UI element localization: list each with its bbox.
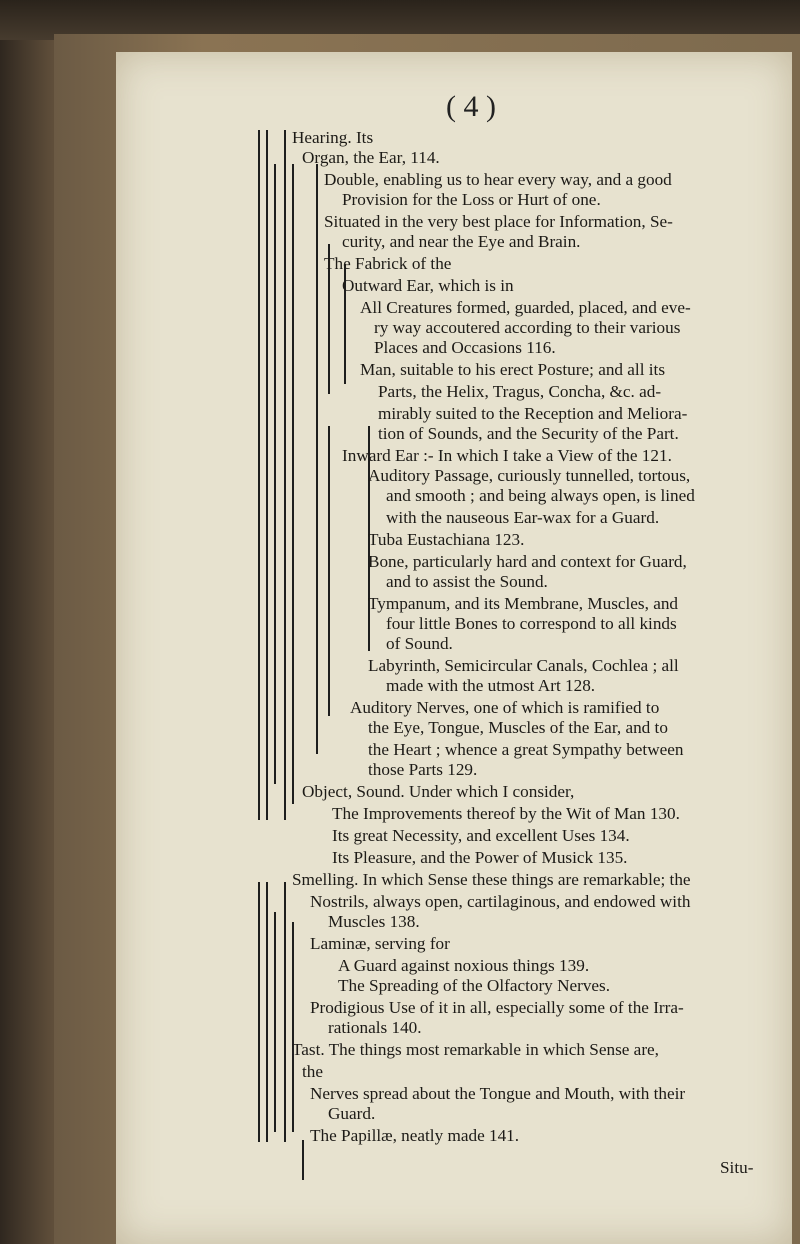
bracket-line (328, 426, 330, 716)
margin-rule (258, 882, 260, 1142)
text-line: Bone, particularly hard and context for Guard, (368, 552, 687, 571)
book-page (116, 52, 792, 1244)
page-number: ( 4 ) (446, 90, 496, 123)
text-line: four little Bones to correspond to all kinds (386, 614, 677, 633)
text-line: Its great Necessity, and excellent Uses 134. (332, 826, 630, 845)
margin-rule (274, 164, 276, 784)
text-line: Places and Occasions 116. (374, 338, 556, 357)
text-line: and to assist the Sound. (386, 572, 548, 591)
text-line: Hearing. Its (292, 128, 374, 147)
text-line: the (302, 1062, 323, 1081)
text-line: with the nauseous Ear-wax for a Guard. (386, 508, 660, 527)
text-line: Parts, the Helix, Tragus, Concha, &c. ad- (378, 382, 662, 401)
text-line: Smelling. In which Sense these things are remarkable; the (292, 870, 691, 889)
text-line: Labyrinth, Semicircular Canals, Cochlea ; all (368, 656, 679, 675)
text-line: Muscles 138. (328, 912, 420, 931)
text-line: Organ, the Ear, 114. (302, 148, 440, 167)
text-line: All Creatures formed, guarded, placed, and eve- (360, 298, 691, 317)
text-line: Laminæ, serving for (310, 934, 450, 953)
text-line: Guard. (328, 1104, 376, 1123)
text-line: Prodigious Use of it in all, especially some of the Irra- (310, 998, 684, 1017)
text-line: Nerves spread about the Tongue and Mouth, with their (310, 1084, 686, 1103)
text-line: Its Pleasure, and the Power of Musick 135. (332, 848, 628, 867)
margin-rule (292, 922, 294, 1132)
text-line: Nostrils, always open, cartilaginous, and endowed with (310, 892, 691, 911)
text-line: curity, and near the Eye and Brain. (342, 232, 581, 251)
text-line: Auditory Passage, curiously tunnelled, tortous, (368, 466, 691, 485)
margin-rule (274, 912, 276, 1132)
text-line: Provision for the Loss or Hurt of one. (342, 190, 601, 209)
text-line: The Papillæ, neatly made 141. (310, 1126, 520, 1145)
text-line: Situated in the very best place for Information, Se- (324, 212, 673, 231)
text-line: Inward Ear :- In which I take a View of the 121. (342, 446, 672, 465)
text-line: Outward Ear, which is in (342, 276, 514, 295)
margin-rule (284, 130, 286, 820)
text-line: Situ- (720, 1158, 754, 1177)
text-line: Tuba Eustachiana 123. (368, 530, 525, 549)
text-line: ry way accoutered according to their various (374, 318, 681, 337)
text-line: tion of Sounds, and the Security of the Part. (378, 424, 679, 443)
text-line: Auditory Nerves, one of which is ramified to (350, 698, 660, 717)
text-line: the Heart ; whence a great Sympathy between (368, 740, 684, 759)
text-line: rationals 140. (328, 1018, 422, 1037)
text-line: The Improvements thereof by the Wit of Man 130. (332, 804, 680, 823)
bracket-line (302, 1140, 304, 1180)
margin-rule (266, 882, 268, 1142)
text-line: Tympanum, and its Membrane, Muscles, and (368, 594, 679, 613)
text-line: Object, Sound. Under which I consider, (302, 782, 575, 801)
text-line: those Parts 129. (368, 760, 478, 779)
text-line: and smooth ; and being always open, is lined (386, 486, 695, 505)
text-line: of Sound. (386, 634, 453, 653)
margin-rule (258, 130, 260, 820)
bracket-line (316, 164, 318, 754)
margin-rule (292, 164, 294, 804)
text-line: mirably suited to the Reception and Meliora- (378, 404, 688, 423)
margin-rule (284, 882, 286, 1142)
text-line: A Guard against noxious things 139. (338, 956, 590, 975)
text-line: the Eye, Tongue, Muscles of the Ear, and to (368, 718, 668, 737)
text-line: Man, suitable to his erect Posture; and all its (360, 360, 666, 379)
text-line: The Fabrick of the (324, 254, 452, 273)
text-line: The Spreading of the Olfactory Nerves. (338, 976, 611, 995)
text-line: made with the utmost Art 128. (386, 676, 596, 695)
margin-rule (266, 130, 268, 820)
text-line: Tast. The things most remarkable in which Sense are, (292, 1040, 659, 1059)
text-line: Double, enabling us to hear every way, and a good (324, 170, 672, 189)
